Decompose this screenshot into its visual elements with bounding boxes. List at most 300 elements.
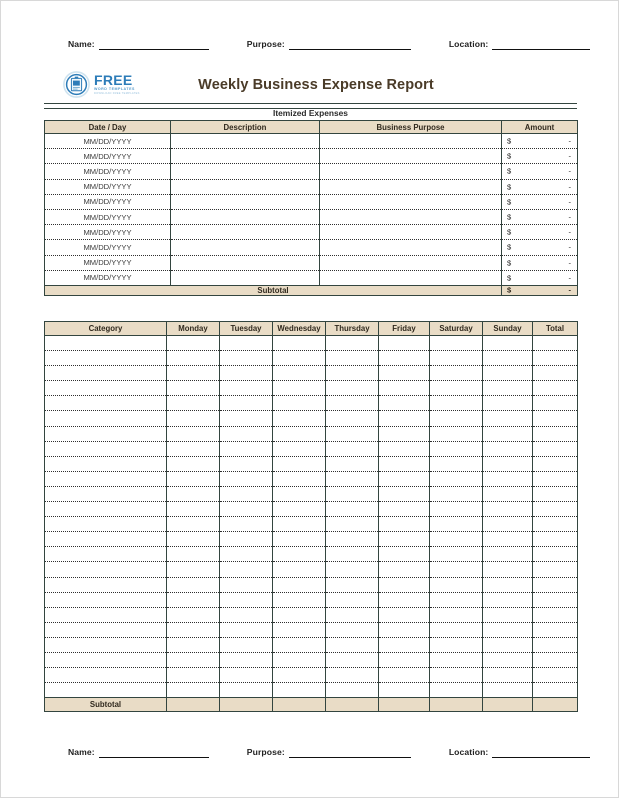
weekly-monday-cell[interactable] xyxy=(167,441,220,456)
itemized-purpose-cell[interactable] xyxy=(320,134,502,149)
weekly-tuesday-cell[interactable] xyxy=(220,668,273,683)
header-field-row xyxy=(44,39,577,50)
weekly-wednesday-cell[interactable] xyxy=(273,441,326,456)
weekly-sunday-cell[interactable] xyxy=(483,547,533,562)
weekly-friday-cell[interactable] xyxy=(379,683,430,698)
itemized-description-cell[interactable] xyxy=(171,164,320,179)
weekly-total-cell[interactable] xyxy=(533,622,578,637)
weekly-tuesday-cell[interactable] xyxy=(220,517,273,532)
itemized-date-cell[interactable]: MM/DD/YYYY xyxy=(45,255,171,270)
weekly-tuesday-cell[interactable] xyxy=(220,683,273,698)
weekly-sunday-cell[interactable] xyxy=(483,502,533,517)
weekly-monday-cell[interactable] xyxy=(167,532,220,547)
weekly-monday-cell[interactable] xyxy=(167,336,220,351)
weekly-sunday-cell[interactable] xyxy=(483,577,533,592)
header-location-field[interactable] xyxy=(449,39,591,50)
weekly-saturday-cell[interactable] xyxy=(430,668,483,683)
footer-purpose-label: Purpose: xyxy=(246,747,285,757)
weekly-sunday-cell[interactable] xyxy=(483,637,533,652)
weekly-category-cell[interactable] xyxy=(45,426,167,441)
weekly-total-cell[interactable] xyxy=(533,471,578,486)
weekly-monday-cell[interactable] xyxy=(167,351,220,366)
weekly-wednesday-cell[interactable] xyxy=(273,502,326,517)
itemized-date-cell[interactable]: MM/DD/YYYY xyxy=(45,149,171,164)
weekly-sunday-cell[interactable] xyxy=(483,683,533,698)
weekly-sunday-cell[interactable] xyxy=(483,336,533,351)
weekly-monday-cell[interactable] xyxy=(167,652,220,667)
itemized-amount-cell[interactable] xyxy=(502,240,578,255)
itemized-amount-cell[interactable] xyxy=(502,209,578,224)
weekly-category-cell[interactable] xyxy=(45,351,167,366)
weekly-total-cell[interactable] xyxy=(533,607,578,622)
weekly-total-cell[interactable] xyxy=(533,562,578,577)
weekly-category-cell[interactable] xyxy=(45,502,167,517)
weekly-wednesday-cell[interactable] xyxy=(273,683,326,698)
weekly-sunday-cell[interactable] xyxy=(483,622,533,637)
weekly-subtotal-cell[interactable] xyxy=(379,698,430,712)
weekly-total-cell[interactable] xyxy=(533,411,578,426)
weekly-thursday-cell[interactable] xyxy=(326,471,379,486)
weekly-tuesday-cell[interactable] xyxy=(220,592,273,607)
weekly-friday-cell[interactable] xyxy=(379,532,430,547)
weekly-friday-cell[interactable] xyxy=(379,668,430,683)
weekly-monday-cell[interactable] xyxy=(167,562,220,577)
weekly-monday-cell[interactable] xyxy=(167,577,220,592)
weekly-wednesday-cell[interactable] xyxy=(273,486,326,501)
weekly-sunday-cell[interactable] xyxy=(483,456,533,471)
weekly-wednesday-cell[interactable] xyxy=(273,637,326,652)
itemized-purpose-cell[interactable] xyxy=(320,225,502,240)
amount-currency-symbol: $ xyxy=(507,136,512,146)
itemized-description-cell[interactable] xyxy=(171,240,320,255)
weekly-total-cell[interactable] xyxy=(533,336,578,351)
itemized-date-cell[interactable]: MM/DD/YYYY xyxy=(45,164,171,179)
weekly-subtotal-cell[interactable] xyxy=(326,698,379,712)
weekly-wednesday-cell[interactable] xyxy=(273,471,326,486)
weekly-category-cell[interactable] xyxy=(45,336,167,351)
weekly-tuesday-cell[interactable] xyxy=(220,426,273,441)
footer-name-input[interactable] xyxy=(99,747,209,758)
weekly-wednesday-cell[interactable] xyxy=(273,622,326,637)
weekly-thursday-cell[interactable] xyxy=(326,668,379,683)
weekly-tuesday-cell[interactable] xyxy=(220,577,273,592)
weekly-thursday-cell[interactable] xyxy=(326,502,379,517)
weekly-friday-cell[interactable] xyxy=(379,441,430,456)
weekly-sunday-cell[interactable] xyxy=(483,517,533,532)
itemized-description-cell[interactable] xyxy=(171,149,320,164)
weekly-tuesday-cell[interactable] xyxy=(220,441,273,456)
weekly-total-cell[interactable] xyxy=(533,668,578,683)
weekly-total-cell[interactable] xyxy=(533,456,578,471)
weekly-monday-cell[interactable] xyxy=(167,547,220,562)
weekly-saturday-cell[interactable] xyxy=(430,592,483,607)
weekly-sunday-cell[interactable] xyxy=(483,486,533,501)
weekly-subtotal-cell[interactable] xyxy=(167,698,220,712)
weekly-tuesday-cell[interactable] xyxy=(220,637,273,652)
weekly-sunday-cell[interactable] xyxy=(483,592,533,607)
weekly-tuesday-cell[interactable] xyxy=(220,456,273,471)
weekly-saturday-cell[interactable] xyxy=(430,426,483,441)
weekly-thursday-cell[interactable] xyxy=(326,562,379,577)
weekly-wednesday-cell[interactable] xyxy=(273,411,326,426)
weekly-total-cell[interactable] xyxy=(533,577,578,592)
weekly-category-cell[interactable] xyxy=(45,381,167,396)
weekly-total-cell[interactable] xyxy=(533,366,578,381)
weekly-category-cell[interactable] xyxy=(45,577,167,592)
weekly-tuesday-cell[interactable] xyxy=(220,411,273,426)
weekly-thursday-cell[interactable] xyxy=(326,532,379,547)
itemized-amount-cell[interactable] xyxy=(502,225,578,240)
weekly-sunday-cell[interactable] xyxy=(483,562,533,577)
weekly-thursday-cell[interactable] xyxy=(326,441,379,456)
itemized-purpose-cell[interactable] xyxy=(320,149,502,164)
weekly-monday-cell[interactable] xyxy=(167,411,220,426)
weekly-tuesday-cell[interactable] xyxy=(220,532,273,547)
itemized-description-cell[interactable] xyxy=(171,194,320,209)
weekly-total-cell[interactable] xyxy=(533,396,578,411)
itemized-amount-cell[interactable] xyxy=(502,270,578,285)
weekly-friday-cell[interactable] xyxy=(379,351,430,366)
weekly-saturday-cell[interactable] xyxy=(430,683,483,698)
header-purpose-input[interactable] xyxy=(289,39,411,50)
weekly-category-cell[interactable] xyxy=(45,562,167,577)
weekly-saturday-cell[interactable] xyxy=(430,336,483,351)
weekly-thursday-cell[interactable] xyxy=(326,411,379,426)
weekly-friday-cell[interactable] xyxy=(379,652,430,667)
weekly-monday-cell[interactable] xyxy=(167,381,220,396)
footer-purpose-input[interactable] xyxy=(289,747,411,758)
weekly-saturday-cell[interactable] xyxy=(430,622,483,637)
weekly-tuesday-cell[interactable] xyxy=(220,486,273,501)
weekly-tuesday-cell[interactable] xyxy=(220,652,273,667)
weekly-saturday-cell[interactable] xyxy=(430,547,483,562)
weekly-saturday-cell[interactable] xyxy=(430,502,483,517)
weekly-thursday-cell[interactable] xyxy=(326,637,379,652)
weekly-tuesday-cell[interactable] xyxy=(220,502,273,517)
weekly-tuesday-cell[interactable] xyxy=(220,351,273,366)
column-header-tuesday: Tuesday xyxy=(220,322,273,336)
weekly-thursday-cell[interactable] xyxy=(326,426,379,441)
header-purpose-field[interactable] xyxy=(247,39,411,50)
weekly-friday-cell[interactable] xyxy=(379,502,430,517)
weekly-monday-cell[interactable] xyxy=(167,456,220,471)
weekly-saturday-cell[interactable] xyxy=(430,607,483,622)
footer-purpose-field[interactable] xyxy=(247,747,411,758)
weekly-thursday-cell[interactable] xyxy=(326,622,379,637)
weekly-saturday-cell[interactable] xyxy=(430,366,483,381)
weekly-tuesday-cell[interactable] xyxy=(220,336,273,351)
weekly-wednesday-cell[interactable] xyxy=(273,351,326,366)
weekly-tuesday-cell[interactable] xyxy=(220,622,273,637)
weekly-wednesday-cell[interactable] xyxy=(273,381,326,396)
table-row xyxy=(45,396,578,411)
weekly-monday-cell[interactable] xyxy=(167,683,220,698)
weekly-sunday-cell[interactable] xyxy=(483,441,533,456)
weekly-friday-cell[interactable] xyxy=(379,547,430,562)
weekly-thursday-cell[interactable] xyxy=(326,366,379,381)
table-row xyxy=(45,411,578,426)
weekly-category-cell[interactable] xyxy=(45,668,167,683)
weekly-sunday-cell[interactable] xyxy=(483,668,533,683)
weekly-thursday-cell[interactable] xyxy=(326,336,379,351)
weekly-sunday-cell[interactable] xyxy=(483,471,533,486)
weekly-wednesday-cell[interactable] xyxy=(273,426,326,441)
weekly-monday-cell[interactable] xyxy=(167,366,220,381)
weekly-saturday-cell[interactable] xyxy=(430,637,483,652)
itemized-description-cell[interactable] xyxy=(171,270,320,285)
weekly-sunday-cell[interactable] xyxy=(483,411,533,426)
weekly-friday-cell[interactable] xyxy=(379,577,430,592)
weekly-saturday-cell[interactable] xyxy=(430,381,483,396)
weekly-total-cell[interactable] xyxy=(533,652,578,667)
weekly-subtotal-label: Subtotal xyxy=(45,698,167,712)
weekly-friday-cell[interactable] xyxy=(379,607,430,622)
table-row xyxy=(45,134,578,149)
weekly-saturday-cell[interactable] xyxy=(430,396,483,411)
weekly-friday-cell[interactable] xyxy=(379,381,430,396)
weekly-sunday-cell[interactable] xyxy=(483,532,533,547)
itemized-description-cell[interactable] xyxy=(171,134,320,149)
table-row xyxy=(45,194,578,209)
weekly-thursday-cell[interactable] xyxy=(326,486,379,501)
weekly-subtotal-cell[interactable] xyxy=(533,698,578,712)
weekly-saturday-cell[interactable] xyxy=(430,577,483,592)
weekly-monday-cell[interactable] xyxy=(167,426,220,441)
weekly-wednesday-cell[interactable] xyxy=(273,456,326,471)
weekly-saturday-cell[interactable] xyxy=(430,652,483,667)
section-title-itemized-expenses: Itemized Expenses xyxy=(273,108,348,118)
itemized-purpose-cell[interactable] xyxy=(320,270,502,285)
itemized-date-cell[interactable]: MM/DD/YYYY xyxy=(45,134,171,149)
weekly-tuesday-cell[interactable] xyxy=(220,547,273,562)
weekly-monday-cell[interactable] xyxy=(167,486,220,501)
brand-logo xyxy=(63,69,163,99)
weekly-monday-cell[interactable] xyxy=(167,396,220,411)
header-name-field[interactable] xyxy=(68,39,209,50)
weekly-friday-cell[interactable] xyxy=(379,366,430,381)
weekly-wednesday-cell[interactable] xyxy=(273,668,326,683)
itemized-amount-cell[interactable] xyxy=(502,149,578,164)
table-row xyxy=(45,164,578,179)
itemized-description-cell[interactable] xyxy=(171,179,320,194)
itemized-date-cell[interactable]: MM/DD/YYYY xyxy=(45,225,171,240)
weekly-category-cell[interactable] xyxy=(45,366,167,381)
weekly-category-cell[interactable] xyxy=(45,517,167,532)
weekly-sunday-cell[interactable] xyxy=(483,607,533,622)
footer-location-input[interactable] xyxy=(492,747,590,758)
weekly-sunday-cell[interactable] xyxy=(483,366,533,381)
weekly-sunday-cell[interactable] xyxy=(483,426,533,441)
itemized-description-cell[interactable] xyxy=(171,225,320,240)
weekly-tuesday-cell[interactable] xyxy=(220,381,273,396)
footer-name-field[interactable] xyxy=(68,747,209,758)
weekly-wednesday-cell[interactable] xyxy=(273,366,326,381)
weekly-friday-cell[interactable] xyxy=(379,517,430,532)
weekly-total-cell[interactable] xyxy=(533,532,578,547)
weekly-total-cell[interactable] xyxy=(533,426,578,441)
weekly-friday-cell[interactable] xyxy=(379,471,430,486)
weekly-thursday-cell[interactable] xyxy=(326,396,379,411)
amount-currency-symbol: $ xyxy=(507,273,512,283)
weekly-tuesday-cell[interactable] xyxy=(220,366,273,381)
table-row xyxy=(45,562,578,577)
weekly-wednesday-cell[interactable] xyxy=(273,562,326,577)
weekly-saturday-cell[interactable] xyxy=(430,532,483,547)
weekly-saturday-cell[interactable] xyxy=(430,486,483,501)
weekly-category-cell[interactable] xyxy=(45,607,167,622)
weekly-wednesday-cell[interactable] xyxy=(273,607,326,622)
itemized-amount-cell[interactable] xyxy=(502,255,578,270)
header-name-input[interactable] xyxy=(99,39,209,50)
weekly-total-cell[interactable] xyxy=(533,502,578,517)
weekly-wednesday-cell[interactable] xyxy=(273,577,326,592)
weekly-total-cell[interactable] xyxy=(533,351,578,366)
weekly-category-cell[interactable] xyxy=(45,396,167,411)
itemized-description-cell[interactable] xyxy=(171,209,320,224)
weekly-saturday-cell[interactable] xyxy=(430,562,483,577)
weekly-category-cell[interactable] xyxy=(45,637,167,652)
table-row xyxy=(45,652,578,667)
weekly-saturday-cell[interactable] xyxy=(430,441,483,456)
weekly-thursday-cell[interactable] xyxy=(326,607,379,622)
weekly-total-cell[interactable] xyxy=(533,592,578,607)
weekly-tuesday-cell[interactable] xyxy=(220,471,273,486)
weekly-subtotal-cell[interactable] xyxy=(483,698,533,712)
weekly-category-cell[interactable] xyxy=(45,683,167,698)
amount-value: - xyxy=(568,242,571,252)
weekly-category-cell[interactable] xyxy=(45,547,167,562)
weekly-category-cell[interactable] xyxy=(45,622,167,637)
itemized-date-cell[interactable]: MM/DD/YYYY xyxy=(45,270,171,285)
weekly-thursday-cell[interactable] xyxy=(326,351,379,366)
itemized-purpose-cell[interactable] xyxy=(320,179,502,194)
weekly-total-cell[interactable] xyxy=(533,547,578,562)
weekly-thursday-cell[interactable] xyxy=(326,547,379,562)
weekly-total-cell[interactable] xyxy=(533,381,578,396)
weekly-subtotal-cell[interactable] xyxy=(220,698,273,712)
weekly-wednesday-cell[interactable] xyxy=(273,547,326,562)
weekly-sunday-cell[interactable] xyxy=(483,351,533,366)
itemized-amount-cell[interactable] xyxy=(502,134,578,149)
weekly-thursday-cell[interactable] xyxy=(326,381,379,396)
itemized-purpose-cell[interactable] xyxy=(320,194,502,209)
footer-location-field[interactable] xyxy=(449,747,591,758)
weekly-friday-cell[interactable] xyxy=(379,336,430,351)
weekly-subtotal-cell[interactable] xyxy=(430,698,483,712)
itemized-amount-cell[interactable] xyxy=(502,179,578,194)
weekly-subtotal-cell[interactable] xyxy=(273,698,326,712)
weekly-friday-cell[interactable] xyxy=(379,637,430,652)
weekly-thursday-cell[interactable] xyxy=(326,456,379,471)
weekly-friday-cell[interactable] xyxy=(379,456,430,471)
itemized-subtotal-value: - xyxy=(568,285,571,295)
table-row xyxy=(45,592,578,607)
weekly-category-cell[interactable] xyxy=(45,592,167,607)
weekly-tuesday-cell[interactable] xyxy=(220,562,273,577)
weekly-thursday-cell[interactable] xyxy=(326,592,379,607)
weekly-monday-cell[interactable] xyxy=(167,622,220,637)
weekly-category-cell[interactable] xyxy=(45,441,167,456)
weekly-sunday-cell[interactable] xyxy=(483,652,533,667)
weekly-friday-cell[interactable] xyxy=(379,486,430,501)
weekly-friday-cell[interactable] xyxy=(379,622,430,637)
weekly-thursday-cell[interactable] xyxy=(326,683,379,698)
weekly-saturday-cell[interactable] xyxy=(430,471,483,486)
weekly-category-cell[interactable] xyxy=(45,471,167,486)
weekly-category-cell[interactable] xyxy=(45,456,167,471)
weekly-monday-cell[interactable] xyxy=(167,637,220,652)
weekly-total-cell[interactable] xyxy=(533,517,578,532)
weekly-category-cell[interactable] xyxy=(45,486,167,501)
weekly-total-cell[interactable] xyxy=(533,486,578,501)
itemized-date-cell[interactable]: MM/DD/YYYY xyxy=(45,194,171,209)
itemized-purpose-cell[interactable] xyxy=(320,164,502,179)
weekly-total-cell[interactable] xyxy=(533,441,578,456)
weekly-monday-cell[interactable] xyxy=(167,517,220,532)
weekly-tuesday-cell[interactable] xyxy=(220,396,273,411)
weekly-friday-cell[interactable] xyxy=(379,592,430,607)
weekly-friday-cell[interactable] xyxy=(379,562,430,577)
weekly-category-cell[interactable] xyxy=(45,411,167,426)
itemized-amount-cell[interactable] xyxy=(502,164,578,179)
weekly-wednesday-cell[interactable] xyxy=(273,336,326,351)
itemized-purpose-cell[interactable] xyxy=(320,255,502,270)
itemized-date-cell[interactable]: MM/DD/YYYY xyxy=(45,209,171,224)
weekly-monday-cell[interactable] xyxy=(167,607,220,622)
weekly-sunday-cell[interactable] xyxy=(483,396,533,411)
weekly-monday-cell[interactable] xyxy=(167,592,220,607)
weekly-category-cell[interactable] xyxy=(45,652,167,667)
weekly-thursday-cell[interactable] xyxy=(326,652,379,667)
weekly-saturday-cell[interactable] xyxy=(430,411,483,426)
weekly-wednesday-cell[interactable] xyxy=(273,396,326,411)
weekly-saturday-cell[interactable] xyxy=(430,517,483,532)
weekly-total-cell[interactable] xyxy=(533,637,578,652)
itemized-purpose-cell[interactable] xyxy=(320,240,502,255)
itemized-purpose-cell[interactable] xyxy=(320,209,502,224)
weekly-wednesday-cell[interactable] xyxy=(273,517,326,532)
weekly-monday-cell[interactable] xyxy=(167,502,220,517)
weekly-tuesday-cell[interactable] xyxy=(220,607,273,622)
weekly-saturday-cell[interactable] xyxy=(430,456,483,471)
itemized-date-cell[interactable]: MM/DD/YYYY xyxy=(45,240,171,255)
itemized-description-cell[interactable] xyxy=(171,255,320,270)
itemized-date-cell[interactable]: MM/DD/YYYY xyxy=(45,179,171,194)
table-row xyxy=(45,366,578,381)
column-header-category: Category xyxy=(45,322,167,336)
weekly-monday-cell[interactable] xyxy=(167,668,220,683)
weekly-monday-cell[interactable] xyxy=(167,471,220,486)
table-row xyxy=(45,149,578,164)
weekly-total-cell[interactable] xyxy=(533,683,578,698)
weekly-wednesday-cell[interactable] xyxy=(273,592,326,607)
column-header-friday: Friday xyxy=(379,322,430,336)
header-location-input[interactable] xyxy=(492,39,590,50)
itemized-amount-cell[interactable] xyxy=(502,194,578,209)
table-row xyxy=(45,179,578,194)
weekly-category-cell[interactable] xyxy=(45,532,167,547)
weekly-friday-cell[interactable] xyxy=(379,396,430,411)
weekly-friday-cell[interactable] xyxy=(379,426,430,441)
weekly-wednesday-cell[interactable] xyxy=(273,652,326,667)
itemized-subtotal-amount-cell[interactable] xyxy=(502,285,578,295)
weekly-saturday-cell[interactable] xyxy=(430,351,483,366)
weekly-thursday-cell[interactable] xyxy=(326,577,379,592)
weekly-thursday-cell[interactable] xyxy=(326,517,379,532)
weekly-friday-cell[interactable] xyxy=(379,411,430,426)
weekly-sunday-cell[interactable] xyxy=(483,381,533,396)
weekly-wednesday-cell[interactable] xyxy=(273,532,326,547)
